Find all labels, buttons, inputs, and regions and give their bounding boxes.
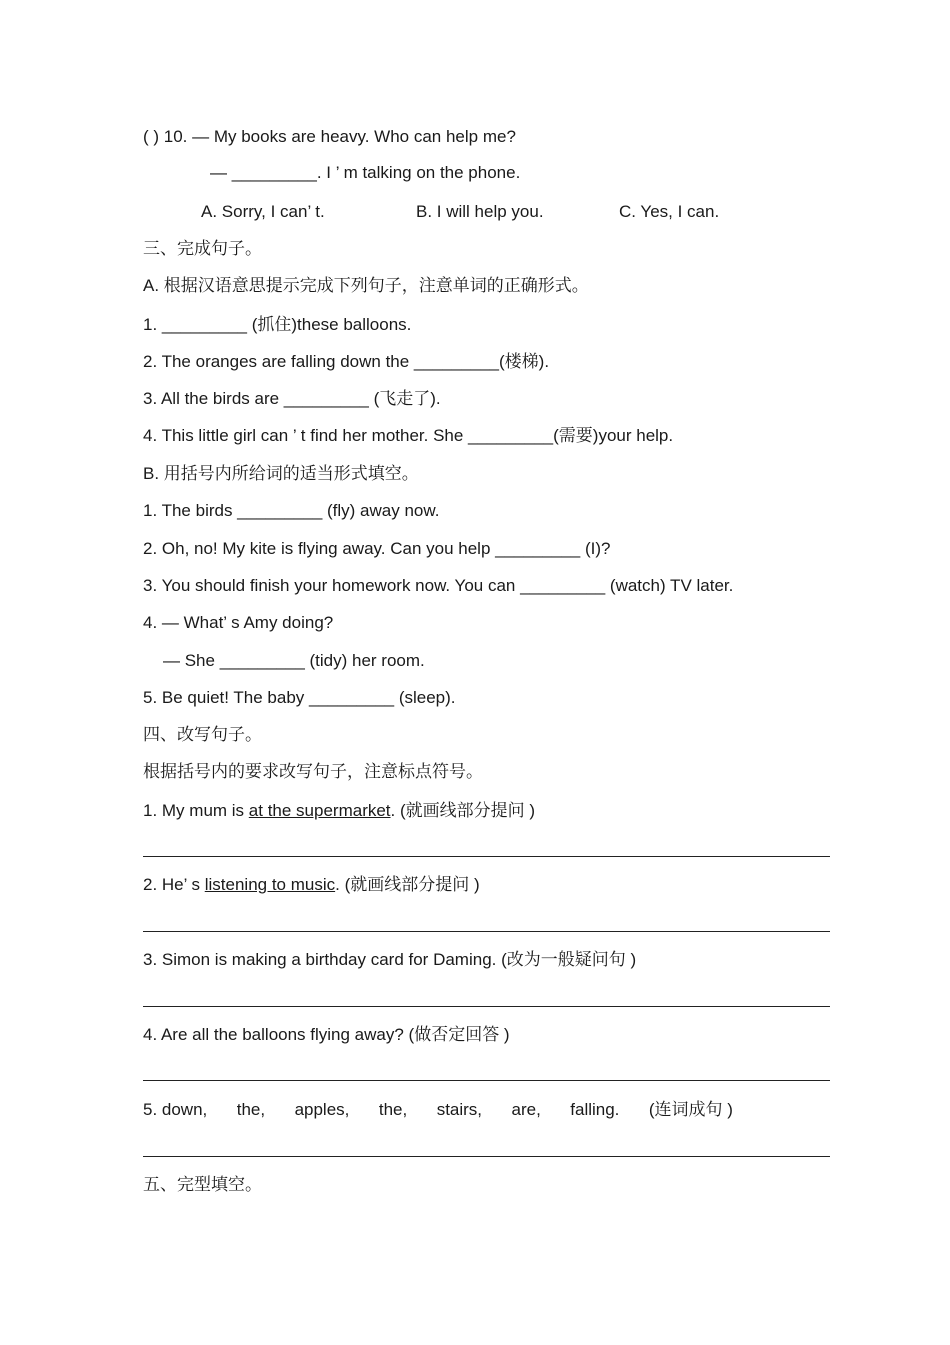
partb-item-4-reply: — She _________ (tidy) her room. [163, 651, 425, 670]
partb-item-1: 1. The birds _________ (fly) away now. [143, 501, 440, 520]
q10-reply: — _________. I ’ m talking on the phone. [210, 163, 521, 182]
q10-option-c: C. Yes, I can. [619, 202, 720, 221]
rewrite-q4: 4. Are all the balloons flying away? (做否定回答 ) [143, 1025, 510, 1044]
q5-word: the, [378, 1100, 408, 1119]
answer-line-4[interactable] [143, 1080, 830, 1081]
section3-title: 三、完成句子。 [143, 239, 262, 258]
parta-item-1: 1. _________ (抓住)these balloons. [143, 315, 412, 334]
rewrite-q3: 3. Simon is making a birthday card for Daming. (改为一般疑问句 ) [143, 950, 637, 969]
answer-line-1[interactable] [143, 856, 830, 857]
answer-line-2[interactable] [143, 931, 830, 932]
rewrite-q1-post: . (就画线部分提问 ) [390, 801, 536, 820]
q5-word: the, [236, 1100, 266, 1119]
q10-option-a: A. Sorry, I can’ t. [201, 202, 325, 221]
section3-parta-instruction: A. 根据汉语意思提示完成下列句子，注意单词的正确形式。 [143, 276, 589, 295]
section4-instruction: 根据括号内的要求改写句子，注意标点符号。 [143, 762, 483, 781]
parta-item-3: 3. All the birds are _________ (飞走了). [143, 389, 441, 408]
q5-word: falling. [570, 1100, 620, 1119]
q10-option-b: B. I will help you. [416, 202, 544, 221]
parta-item-4: 4. This little girl can ’ t find her mother. She _________(需要)your help. [143, 426, 674, 445]
rewrite-q1-underlined: at the supermarket [248, 801, 391, 820]
rewrite-q5 [143, 1099, 733, 1121]
rewrite-q2 [143, 874, 480, 896]
parta-item-2: 2. The oranges are falling down the _________(楼梯). [143, 352, 550, 371]
q10-stem: ( ) 10. — My books are heavy. Who can help me? [143, 127, 516, 146]
q5-word: are, [511, 1100, 541, 1119]
rewrite-q2-underlined: listening to music [204, 875, 336, 894]
answer-line-3[interactable] [143, 1006, 830, 1007]
rewrite-q2-post: . (就画线部分提问 ) [335, 875, 480, 894]
section3-partb-instruction: B. 用括号内所给词的适当形式填空。 [143, 464, 419, 483]
q5-word: 5. down, [143, 1100, 208, 1119]
rewrite-q2-pre: 2. He’ s [143, 875, 205, 894]
rewrite-q1 [143, 800, 535, 822]
section4-title: 四、改写句子。 [143, 725, 262, 744]
q5-word: apples, [294, 1100, 350, 1119]
section5-title: 五、完型填空。 [143, 1175, 262, 1194]
rewrite-q1-pre: 1. My mum is [143, 801, 249, 820]
q5-word: stairs, [436, 1100, 483, 1119]
answer-line-5[interactable] [143, 1156, 830, 1157]
partb-item-2: 2. Oh, no! My kite is flying away. Can you help _________ (I)? [143, 539, 611, 558]
partb-item-3: 3. You should finish your homework now. You can _________ (watch) TV later. [143, 576, 734, 595]
partb-item-5: 5. Be quiet! The baby _________ (sleep). [143, 688, 456, 707]
partb-item-4: 4. — What’ s Amy doing? [143, 613, 334, 632]
q5-instruction: (连词成句 ) [648, 1100, 733, 1119]
